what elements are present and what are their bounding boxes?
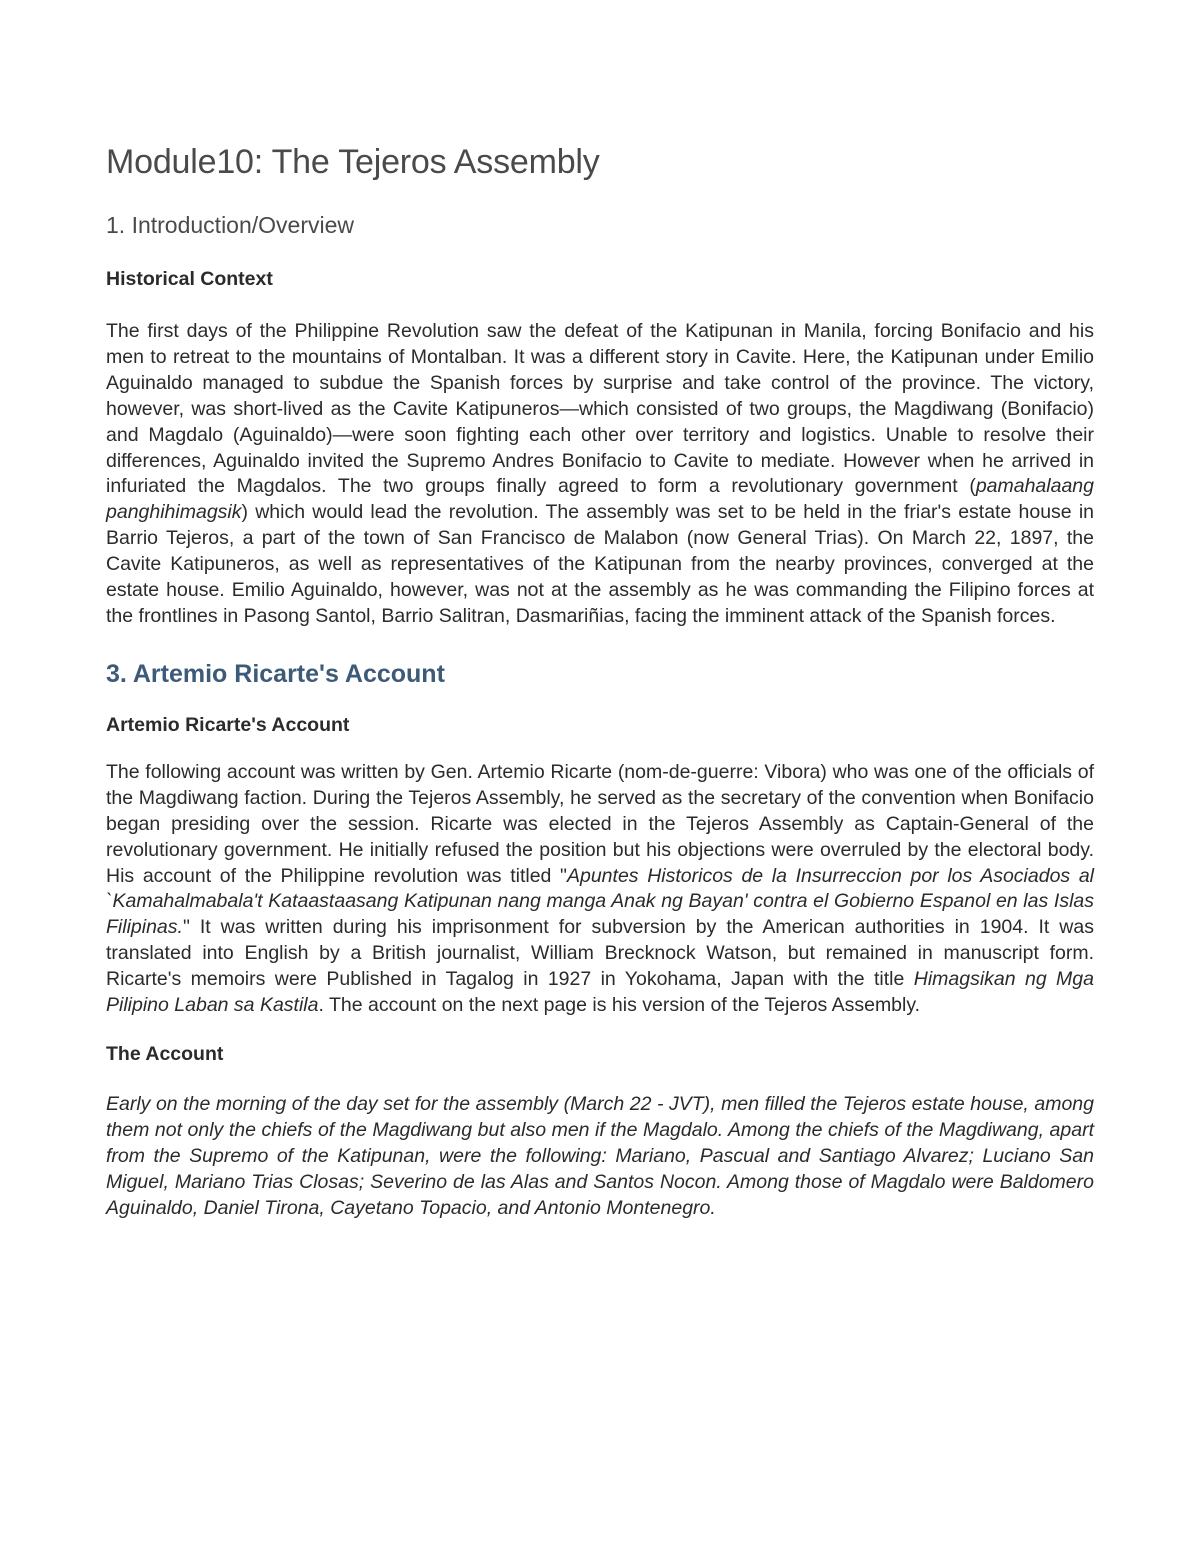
- text-run: The first days of the Philippine Revolution saw the defeat of the Katipunan in Manila, forcing Bonifacio and his men to retreat to the mountains of Montalban. It was a different story in Cavite. Here, the Katipunan under Emilio Aguinaldo managed to subdue the Spanish forces by surprise and take control of the province. The victory, however, was short-lived as the Cavite Katipuneros—which consisted of two groups, the Magdiwang (Bonifacio) and Magdalo (Aguinaldo)—were soon fighting each other over territory and logistics. Unable to resolve their differences, Aguinaldo invited the Supremo Andres Bonifacio to Cavite to mediate. However when he arrived in infuriated the Magdalos. The two groups finally agreed to form a revolutionary government (: [106, 320, 1094, 498]
- paragraph-historical-context: [106, 319, 1094, 630]
- section-heading-introduction: 1. Introduction/Overview: [106, 212, 355, 238]
- paragraph-the-account: Early on the morning of the day set for the assembly (March 22 - JVT), men filled the Tejeros estate house, among them not only the chiefs of the Magdiwang but also men if the Magdalo. Among the chiefs of the Magdiwang, apart from the Supremo of the Katipunan, were the following: Mariano, Pascual and Santiago Alvarez; Luciano San Miguel, Mariano Trias Closas; Severino de las Alas and Santos Nocon. Among those of Magdalo were Baldomero Aguinaldo, Daniel Tirona, Cayetano Topacio, and Antonio Montenegro.: [106, 1092, 1094, 1219]
- text-run: " It was written during his imprisonment for subversion by the American authorities in 1904. It was translated into English by a British journalist, William Brecknock Watson, but remained in manuscript form. Ricarte's memoirs were Published in Tagalog in 1927 in Yokohama, Japan with the title: [106, 916, 1094, 991]
- document-page: [106, 140, 1094, 1221]
- text-run: The following account was written by Gen. Artemio Ricarte (nom-de-guerre: Vibora) who was one of the officials of the Magdiwang faction. During the Tejeros Assembly, he served as the secretary of the convention when Bonifacio began presiding over the session. Ricarte was elected in the Tejeros Assembly as Captain-General of the revolutionary government. He initially refused the position but his objections were overruled by the electoral body. His account of the Philippine revolution was titled ": [106, 760, 1094, 887]
- italic-title: Himagsikan ng Mga Pilipino Laban sa Kastila: [106, 968, 1094, 1017]
- italic-term: pamahalaang panghihimagsik: [106, 475, 1094, 524]
- section-heading-ricarte-account: 3. Artemio Ricarte's Account: [106, 659, 445, 688]
- subheading-historical-context: Historical Context: [106, 268, 273, 290]
- subheading-the-account: The Account: [106, 1042, 224, 1065]
- page-title: Module10: The Tejeros Assembly: [106, 143, 600, 181]
- text-run: . The account on the next page is his version of the Tejeros Assembly.: [318, 994, 921, 1017]
- paragraph-ricarte-account: [106, 760, 1094, 1019]
- subheading-ricarte-account: Artemio Ricarte's Account: [106, 713, 350, 736]
- text-run: ) which would lead the revolution. The assembly was set to be held in the friar's estate house in Barrio Tejeros, a part of the town of San Francisco de Malabon (now General Trias). On March 22, 1897, the Cavite Katipuneros, as well as representatives of the Katipunan from the nearby provinces, converged at the estate house. Emilio Aguinaldo, however, was not at the assembly as he was commanding the Filipino forces at the frontlines in Pasong Santol, Barrio Salitran, Dasmariñias, facing the imminent attack of the Spanish forces.: [106, 501, 1094, 627]
- italic-title: Apuntes Historicos de la Insurreccion por los Asociados al `Kamahalmabala't Kataastaasang Katipunan nang manga Anak ng Bayan' contra el Gobierno Espanol en las Islas Filipinas.: [106, 864, 1094, 939]
